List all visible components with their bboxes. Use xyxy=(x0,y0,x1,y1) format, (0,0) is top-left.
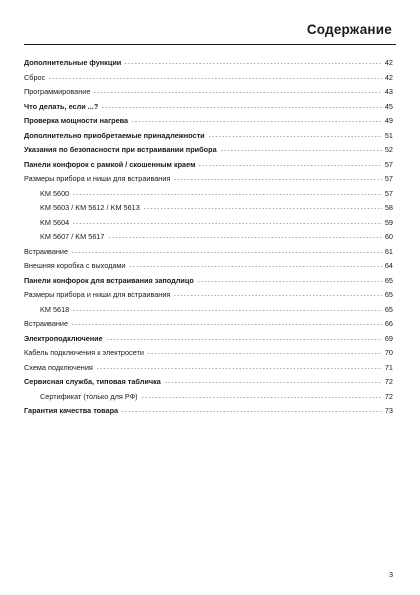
toc-entry-label: Встраивание xyxy=(24,246,69,256)
dot-leader xyxy=(208,136,382,137)
toc-entry-label: Что делать, если ...? xyxy=(24,101,99,111)
toc-entry-label: Программирование xyxy=(24,87,91,96)
toc-entry-label: Дополнительные функции xyxy=(24,58,122,67)
dot-leader xyxy=(101,107,382,108)
toc-entry-label: Панели конфорок с рамкой / скошенным краем xyxy=(24,159,196,169)
toc-entry-label: Размеры прибора и ниши для встраивания xyxy=(24,290,171,299)
toc-entry[interactable] xyxy=(24,259,393,274)
toc-entry-label: KM 5603 / KM 5612 / KM 5613 xyxy=(40,203,140,212)
dot-leader xyxy=(129,266,382,267)
toc-entry[interactable] xyxy=(24,230,393,245)
toc-entry-page: 59 xyxy=(384,217,393,227)
toc-entry[interactable] xyxy=(24,114,393,129)
toc-entry-label: Панели конфорок для встраивания заподлицо xyxy=(24,275,194,285)
toc-entry-label: Гарантия качества товара xyxy=(24,406,119,415)
toc-entry-page: 64 xyxy=(384,261,393,270)
toc-entry-page: 73 xyxy=(384,406,393,415)
dot-leader xyxy=(198,165,381,166)
toc-entry-label: KM 5604 xyxy=(40,217,70,227)
header-rule xyxy=(24,44,396,45)
toc-entry-label: Проверка мощности нагрева xyxy=(24,116,129,125)
toc-entry[interactable] xyxy=(24,187,393,202)
page-header-title: Содержание xyxy=(306,22,392,37)
toc-entry[interactable] xyxy=(24,85,393,100)
dot-leader xyxy=(124,63,382,64)
toc-entry-page: 45 xyxy=(384,101,393,111)
toc-entry-label: Указания по безопасности при встраивании прибора xyxy=(24,145,217,154)
dot-leader xyxy=(96,368,382,369)
dot-leader xyxy=(72,310,382,311)
toc-entry-label: Сертификат (только для РФ) xyxy=(40,391,138,401)
dot-leader xyxy=(220,150,382,151)
dot-leader xyxy=(143,208,382,209)
toc-entry-page: 65 xyxy=(384,304,393,314)
dot-leader xyxy=(121,411,382,412)
toc-entry-label: Электроподключение xyxy=(24,333,103,343)
toc-entry-label: KM 5618 xyxy=(40,304,70,314)
toc-entry[interactable] xyxy=(24,317,393,332)
toc-entry-label: KM 5607 / KM 5617 xyxy=(40,232,105,241)
toc-entry-label: Схема подключения xyxy=(24,362,93,372)
toc-entry[interactable] xyxy=(24,404,393,419)
dot-leader xyxy=(108,237,382,238)
toc-entry-page: 72 xyxy=(384,377,393,386)
toc-entry-label: Кабель подключения к электросети xyxy=(24,348,144,357)
toc-entry-page: 52 xyxy=(384,145,393,154)
dot-leader xyxy=(131,121,382,122)
dot-leader xyxy=(48,78,382,79)
dot-leader xyxy=(71,324,382,325)
page-number: 3 xyxy=(388,570,393,579)
dot-leader xyxy=(147,353,382,354)
toc-entry-label: KM 5600 xyxy=(40,188,70,198)
toc-entry[interactable] xyxy=(24,332,393,347)
toc-entry-page: 72 xyxy=(384,391,393,401)
toc-entry-page: 58 xyxy=(384,203,393,212)
dot-leader xyxy=(164,382,382,383)
toc-entry[interactable] xyxy=(24,143,393,158)
toc-entry-page: 60 xyxy=(384,232,393,241)
toc-entry-label: Дополнительно приобретаемые принадлежности xyxy=(24,130,205,140)
dot-leader xyxy=(71,252,382,253)
dot-leader xyxy=(197,281,382,282)
toc-entry[interactable] xyxy=(24,390,393,405)
dot-leader xyxy=(93,92,381,93)
toc-entry-label: Внешняя коробка с выходами xyxy=(24,261,126,270)
toc-entry[interactable] xyxy=(24,288,393,303)
toc-entry-label: Встраивание xyxy=(24,319,69,328)
toc-entry-page: 57 xyxy=(384,159,393,169)
toc-entry[interactable] xyxy=(24,346,393,361)
toc-entry-label: Сервисная служба, типовая табличка xyxy=(24,377,161,386)
toc-entry[interactable] xyxy=(24,216,393,231)
toc-entry-page: 65 xyxy=(384,275,393,285)
toc-entry-page: 69 xyxy=(384,333,393,343)
dot-leader xyxy=(141,397,382,398)
dot-leader xyxy=(106,339,382,340)
toc-entry-page: 49 xyxy=(384,116,393,125)
toc-entry-page: 61 xyxy=(384,246,393,256)
toc-entry-page: 66 xyxy=(384,319,393,328)
toc-entry-page: 51 xyxy=(384,130,393,140)
toc-entry[interactable] xyxy=(24,172,393,187)
dot-leader xyxy=(72,223,382,224)
toc-entry-page: 70 xyxy=(384,348,393,357)
toc-entry-page: 43 xyxy=(384,87,393,96)
toc-entry-page: 57 xyxy=(384,174,393,183)
toc-entry[interactable] xyxy=(24,245,393,260)
dot-leader xyxy=(173,295,382,296)
toc-entry-page: 65 xyxy=(384,290,393,299)
toc-entry[interactable] xyxy=(24,361,393,376)
toc-entry-label: Сброс xyxy=(24,72,46,82)
toc-entry[interactable] xyxy=(24,303,393,318)
toc-entry-label: Размеры прибора и ниши для встраивания xyxy=(24,174,171,183)
toc-entry[interactable] xyxy=(24,375,393,390)
toc-entry-page: 42 xyxy=(384,72,393,82)
table-of-contents xyxy=(24,56,393,419)
toc-entry-page: 42 xyxy=(384,58,393,67)
toc-entry-page: 57 xyxy=(384,188,393,198)
toc-entry[interactable] xyxy=(24,129,393,144)
toc-entry-page: 71 xyxy=(384,362,393,372)
dot-leader xyxy=(173,179,382,180)
toc-entry[interactable] xyxy=(24,56,393,71)
dot-leader xyxy=(72,194,382,195)
toc-entry[interactable] xyxy=(24,201,393,216)
toc-entry[interactable] xyxy=(24,71,393,86)
toc-entry[interactable] xyxy=(24,274,393,289)
toc-entry[interactable] xyxy=(24,158,393,173)
toc-entry[interactable] xyxy=(24,100,393,115)
